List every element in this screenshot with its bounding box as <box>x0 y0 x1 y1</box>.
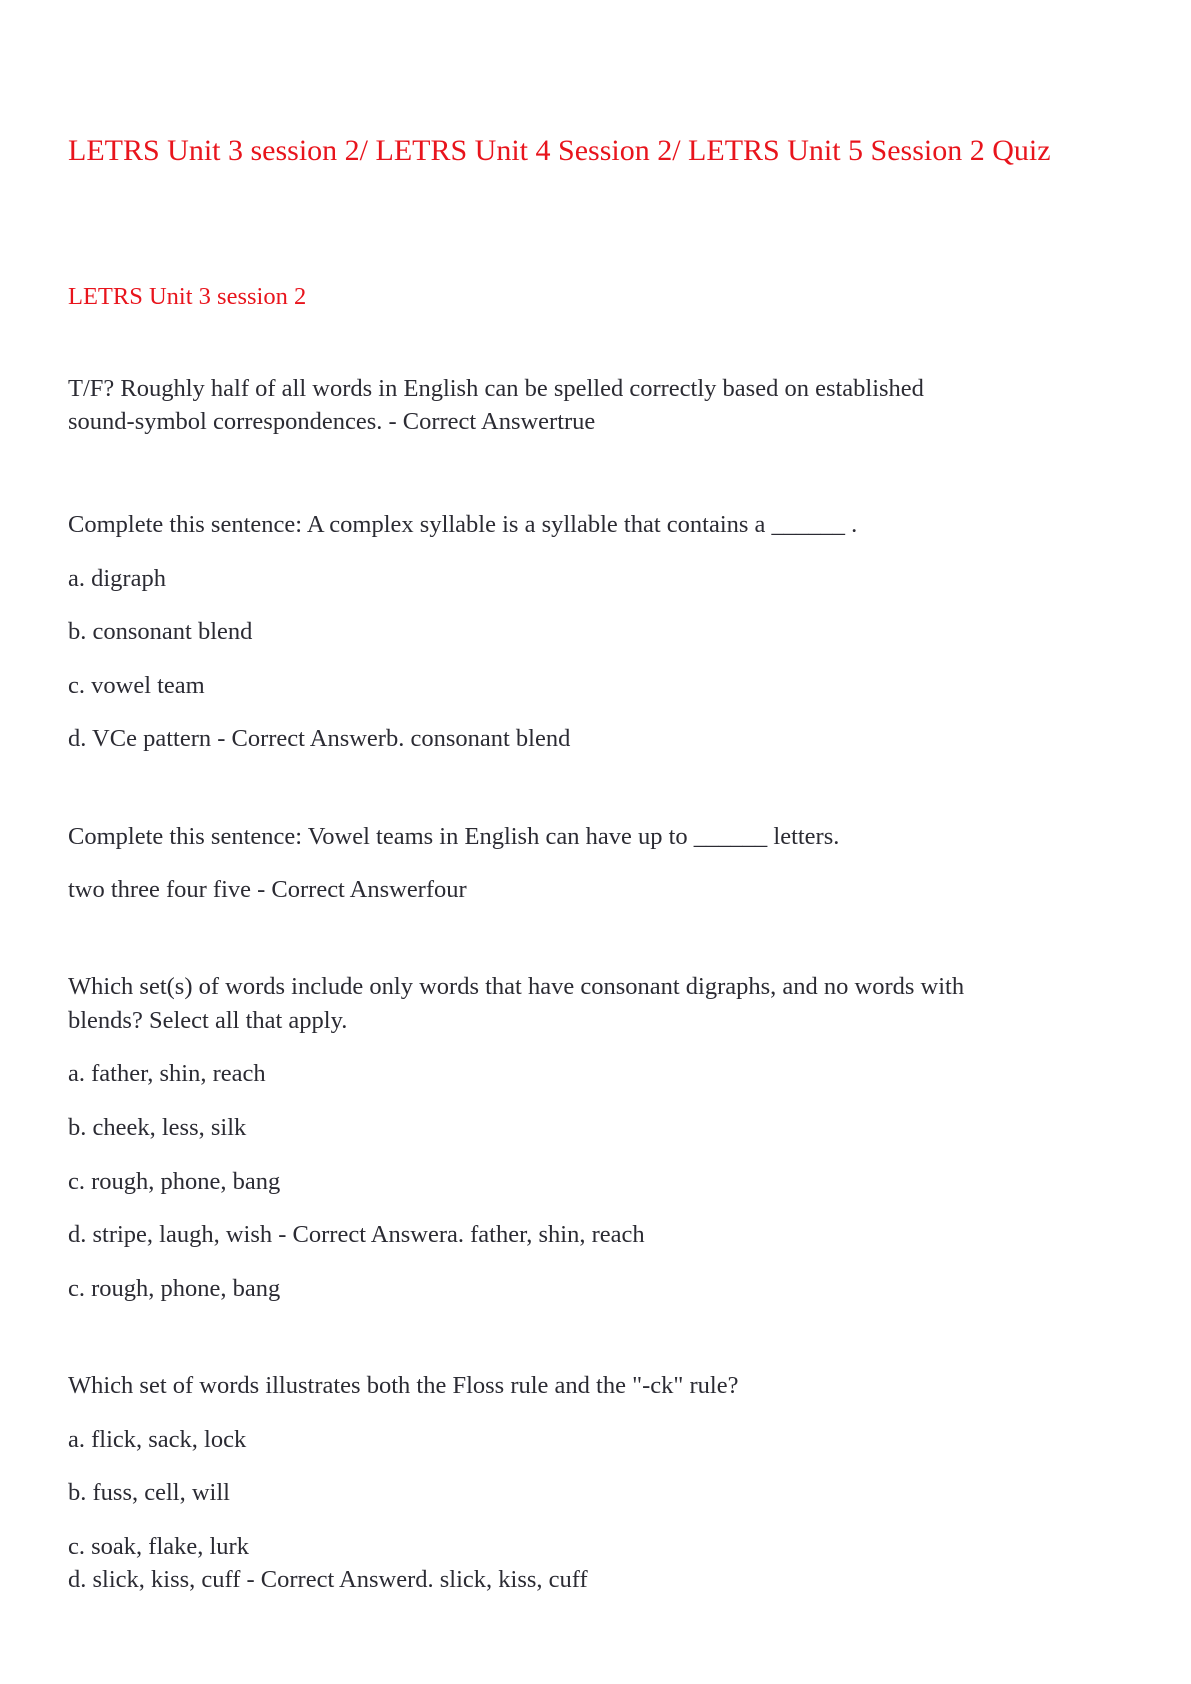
q2-option-d: d. VCe pattern - Correct Answerb. consonant blend <box>68 725 571 752</box>
section-title: LETRS Unit 3 session 2 <box>68 283 307 310</box>
q5-option-c: c. soak, flake, lurk <box>68 1533 249 1560</box>
q3-question: Complete this sentence: Vowel teams in English can have up to ______ letters. <box>68 823 840 850</box>
q1-line1: T/F? Roughly half of all words in English can be spelled correctly based on established <box>68 375 924 402</box>
q5-option-a: a. flick, sack, lock <box>68 1426 247 1453</box>
q4-option-b: b. cheek, less, silk <box>68 1114 247 1141</box>
q2-option-a: a. digraph <box>68 565 166 592</box>
q4-line2: blends? Select all that apply. <box>68 1007 348 1034</box>
q2-question: Complete this sentence: A complex syllable is a syllable that contains a ______ . <box>68 511 858 538</box>
q4-line1: Which set(s) of words include only words that have consonant digraphs, and no words with <box>68 973 965 1000</box>
q5-option-d: d. slick, kiss, cuff - Correct Answerd. slick, kiss, cuff <box>68 1566 588 1593</box>
q4-option-a: a. father, shin, reach <box>68 1060 266 1087</box>
q4-answer-c: c. rough, phone, bang <box>68 1275 281 1302</box>
q5-question: Which set of words illustrates both the Floss rule and the "-ck" rule? <box>68 1372 739 1399</box>
q1-line2: sound-symbol correspondences. - Correct Answertrue <box>68 408 596 435</box>
q2-option-c: c. vowel team <box>68 672 205 699</box>
q4-option-d: d. stripe, laugh, wish - Correct Answera. father, shin, reach <box>68 1221 645 1248</box>
q5-option-b: b. fuss, cell, will <box>68 1479 230 1506</box>
q4-option-c: c. rough, phone, bang <box>68 1168 281 1195</box>
q3-answer: two three four five - Correct Answerfour <box>68 876 467 903</box>
document-title: LETRS Unit 3 session 2/ LETRS Unit 4 Session 2/ LETRS Unit 5 Session 2 Quiz <box>68 134 1051 167</box>
q2-option-b: b. consonant blend <box>68 618 253 645</box>
